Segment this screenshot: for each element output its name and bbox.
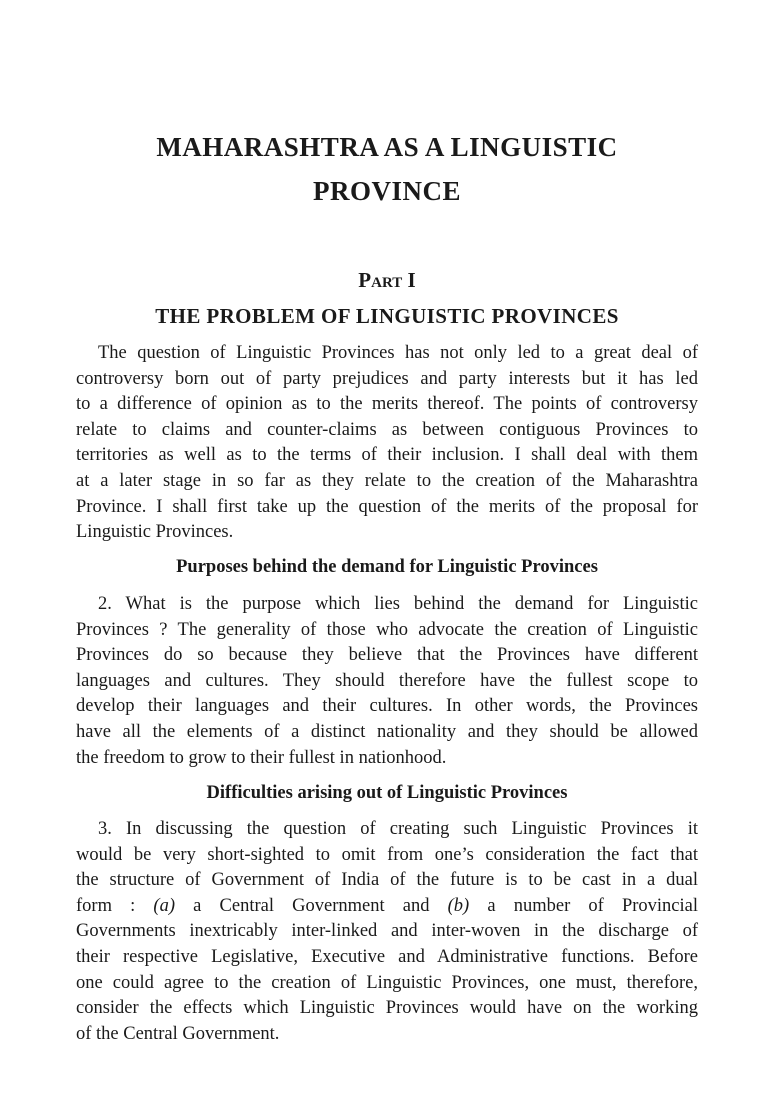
paragraph-1-line: The question of Linguistic Provinces has not only led to a great deal of [98, 343, 698, 363]
paragraph-3-line: the structure of Government of India of the future is to be cast in a dual [76, 870, 698, 891]
list-marker-b: (b) [447, 895, 470, 916]
subheading-difficulties: Difficulties arising out of Linguistic Provinces [206, 783, 568, 803]
paragraph-3-line: consider the effects which Linguistic Provinces would have on the working [76, 998, 698, 1019]
paragraph-3-text: form : [76, 895, 154, 916]
paragraph-3-line: would be very short-sighted to omit from one’s consideration the fact that [76, 844, 698, 865]
paragraph-3-text: a number of Provincial [469, 895, 698, 916]
paragraph-3-line: one could agree to the creation of Linguistic Provinces, one must, therefore, [76, 972, 698, 993]
paragraph-3-line: 3. In discussing the question of creating such Linguistic Provinces it [98, 819, 698, 839]
paragraph-2 [76, 592, 698, 771]
paragraph-2-line: languages and cultures. They should therefore have the fullest scope to [76, 670, 698, 691]
paragraph-3-line: of the Central Government. [76, 1023, 280, 1044]
paragraph-1-line: at a later stage in so far as they relate to the creation of the Maharashtra [76, 470, 698, 491]
paragraph-1-line: territories as well as to the terms of their inclusion. I shall deal with them [76, 445, 698, 466]
list-marker-a: (a) [153, 895, 175, 916]
paragraph-1-line: relate to claims and counter-claims as between contiguous Provinces to [76, 419, 698, 440]
paragraph-2-line: Provinces ? The generality of those who advocate the creation of Linguistic [76, 619, 698, 640]
paragraph-2-line: Provinces do so because they believe that the Provinces have different [76, 645, 698, 666]
part-label-text: Part I [358, 268, 416, 292]
subheading-purposes: Purposes behind the demand for Linguistic Provinces [176, 557, 598, 577]
paragraph-2-line: 2. What is the purpose which lies behind the demand for Linguistic [98, 594, 698, 614]
paragraph-3-text: a Central Government and [175, 895, 448, 916]
paragraph-1-line: Linguistic Provinces. [76, 522, 234, 543]
paragraph-1-line: Province. I shall first take up the question of the merits of the proposal for [76, 496, 698, 517]
paragraph-1-line: to a difference of opinion as to the merits thereof. The points of controversy [76, 394, 698, 415]
paragraph-1-line: controversy born out of party prejudices and party interests but it has led [76, 368, 698, 389]
paragraph-1 [76, 341, 698, 546]
chapter-title-line-1: MAHARASHTRA AS A LINGUISTIC [156, 132, 618, 162]
paragraph-3 [76, 817, 698, 1047]
paragraph-3-line: Governments inextricably inter-linked and inter-woven in the discharge of [76, 921, 698, 942]
paragraph-3-line: their respective Legislative, Executive and Administrative functions. Before [76, 946, 698, 967]
chapter-title-line-2: PROVINCE [312, 176, 461, 206]
paragraph-2-line: the freedom to grow to their fullest in nationhood. [76, 747, 447, 768]
paragraph-2-line: have all the elements of a distinct nationality and they should be allowed [76, 721, 698, 742]
paragraph-2-line: develop their languages and their cultures. In other words, the Provinces [76, 696, 698, 717]
section-title: THE PROBLEM OF LINGUISTIC PROVINCES [155, 304, 619, 328]
part-label [76, 270, 698, 291]
paragraph-3-line [76, 894, 698, 920]
